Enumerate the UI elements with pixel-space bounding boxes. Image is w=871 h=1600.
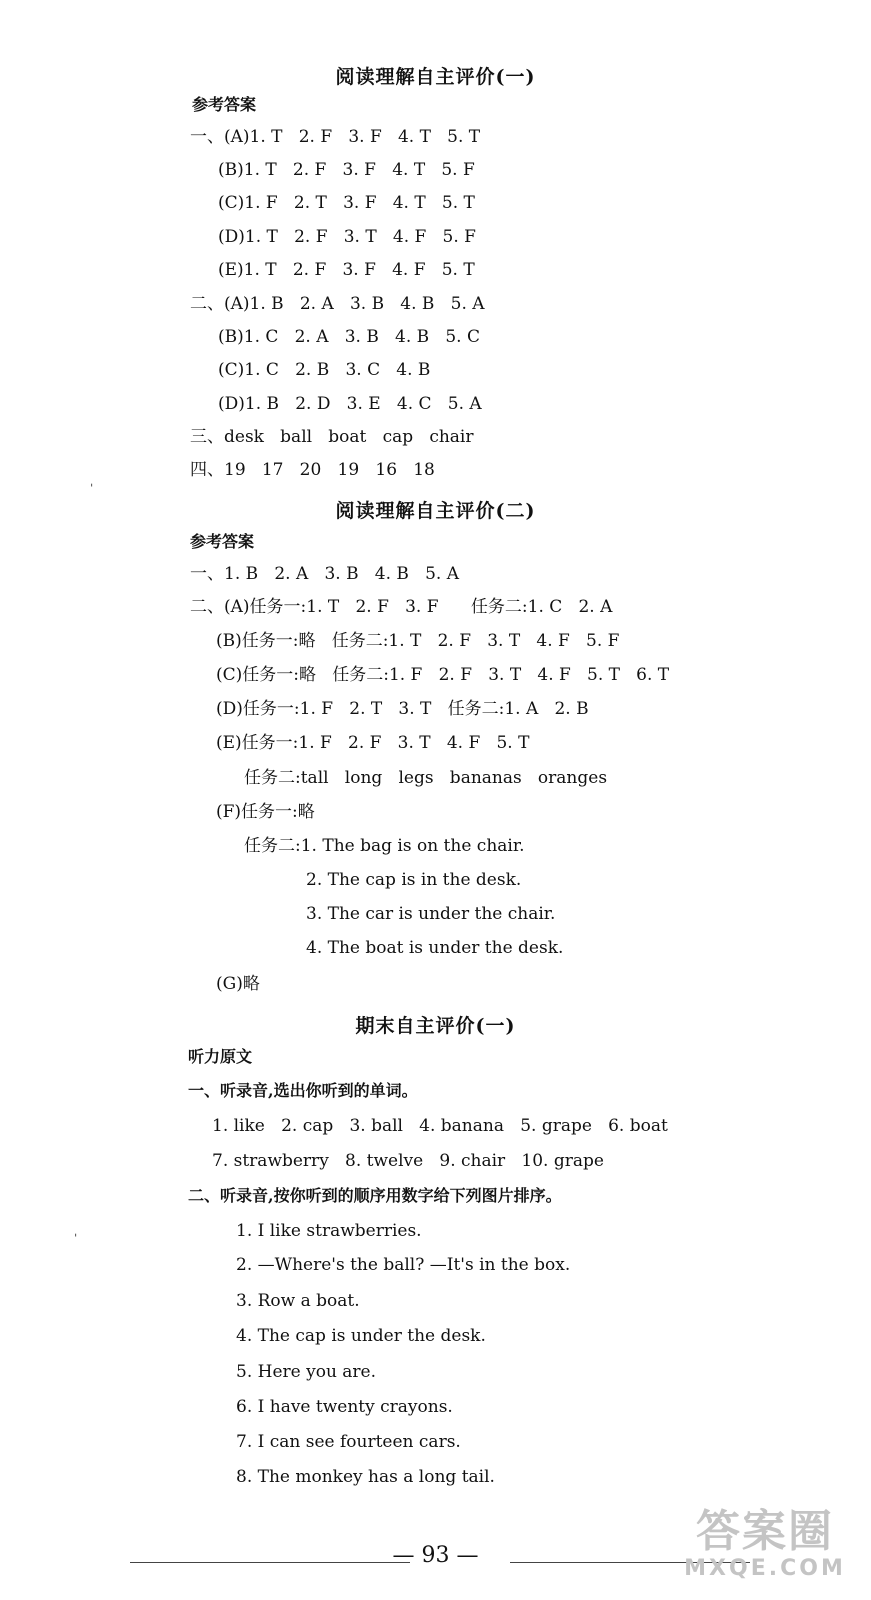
listening-line: 5. Here you are. (236, 1362, 377, 1382)
watermark-site-text: MXQE.COM (684, 1556, 846, 1581)
answer-line: (D)任务一:1. F 2. T 3. T 任务二:1. A 2. B (216, 699, 589, 719)
answer-line: 一、(A)1. T 2. F 3. F 4. T 5. T (190, 127, 481, 147)
answer-line: (C)任务一:略 任务二:1. F 2. F 3. T 4. F 5. T 6. T (216, 665, 670, 685)
answer-line: 三、desk ball boat cap chair (190, 427, 474, 447)
listening-line: 1. like 2. cap 3. ball 4. banana 5. grape 6. boat (212, 1116, 668, 1136)
scan-speck: ˌ (90, 474, 94, 488)
page-number: — 93 — (392, 1543, 479, 1568)
listening-line: 3. Row a boat. (236, 1291, 360, 1311)
listening-line: 2. —Where's the ball? —It's in the box. (236, 1255, 571, 1275)
section-3-title: 期末自主评价(一) (355, 1015, 516, 1037)
answer-line: (E)1. T 2. F 3. F 4. F 5. T (218, 260, 475, 280)
listening-line: 6. I have twenty crayons. (236, 1397, 453, 1417)
answer-line: 一、1. B 2. A 3. B 4. B 5. A (190, 564, 459, 584)
answer-line: (F)任务一:略 (216, 802, 315, 822)
answer-line: (D)1. B 2. D 3. E 4. C 5. A (218, 394, 482, 414)
answer-line: (B)1. C 2. A 3. B 4. B 5. C (218, 327, 480, 347)
answer-line: 4. The boat is under the desk. (306, 938, 564, 958)
answer-line: (B)1. T 2. F 3. F 4. T 5. F (218, 160, 475, 180)
answer-line: 二、(A)任务一:1. T 2. F 3. F 任务二:1. C 2. A (190, 597, 613, 617)
scan-speck: ˌ (74, 1224, 78, 1238)
answer-line: (B)任务一:略 任务二:1. T 2. F 3. T 4. F 5. F (216, 631, 620, 651)
listening-line: 1. I like strawberries. (236, 1221, 422, 1241)
answer-line: 二、(A)1. B 2. A 3. B 4. B 5. A (190, 294, 485, 314)
answer-line: 任务二:1. The bag is on the chair. (244, 836, 525, 856)
section-2-header: 参考答案 (190, 532, 255, 551)
section-2-title: 阅读理解自主评价(二) (335, 500, 536, 522)
answer-line: (G)略 (216, 974, 260, 994)
answer-line: 2. The cap is in the desk. (306, 870, 522, 890)
answer-line: (D)1. T 2. F 3. T 4. F 5. F (218, 227, 476, 247)
listening-line: 8. The monkey has a long tail. (236, 1467, 495, 1487)
answer-line: (C)1. F 2. T 3. F 4. T 5. T (218, 193, 475, 213)
question-1-prompt: 一、听录音,选出你听到的单词。 (188, 1081, 418, 1100)
listening-line: 4. The cap is under the desk. (236, 1326, 486, 1346)
answer-line: 任务二:tall long legs bananas oranges (244, 768, 608, 788)
section-1-title: 阅读理解自主评价(一) (335, 66, 536, 88)
section-1-header: 参考答案 (192, 95, 257, 114)
answer-line: 3. The car is under the chair. (306, 904, 556, 924)
answer-line: (C)1. C 2. B 3. C 4. B (218, 360, 431, 380)
watermark-logo (675, 1508, 855, 1594)
listening-line: 7. I can see fourteen cars. (236, 1432, 461, 1452)
listening-line: 7. strawberry 8. twelve 9. chair 10. grape (212, 1151, 604, 1171)
section-3-header: 听力原文 (188, 1047, 253, 1066)
answer-line: 四、19 17 20 19 16 18 (190, 460, 435, 480)
answer-line: (E)任务一:1. F 2. F 3. T 4. F 5. T (216, 733, 530, 753)
question-2-prompt: 二、听录音,按你听到的顺序用数字给下列图片排序。 (188, 1186, 562, 1205)
watermark-logo-text: 答案圈 (696, 1506, 834, 1557)
